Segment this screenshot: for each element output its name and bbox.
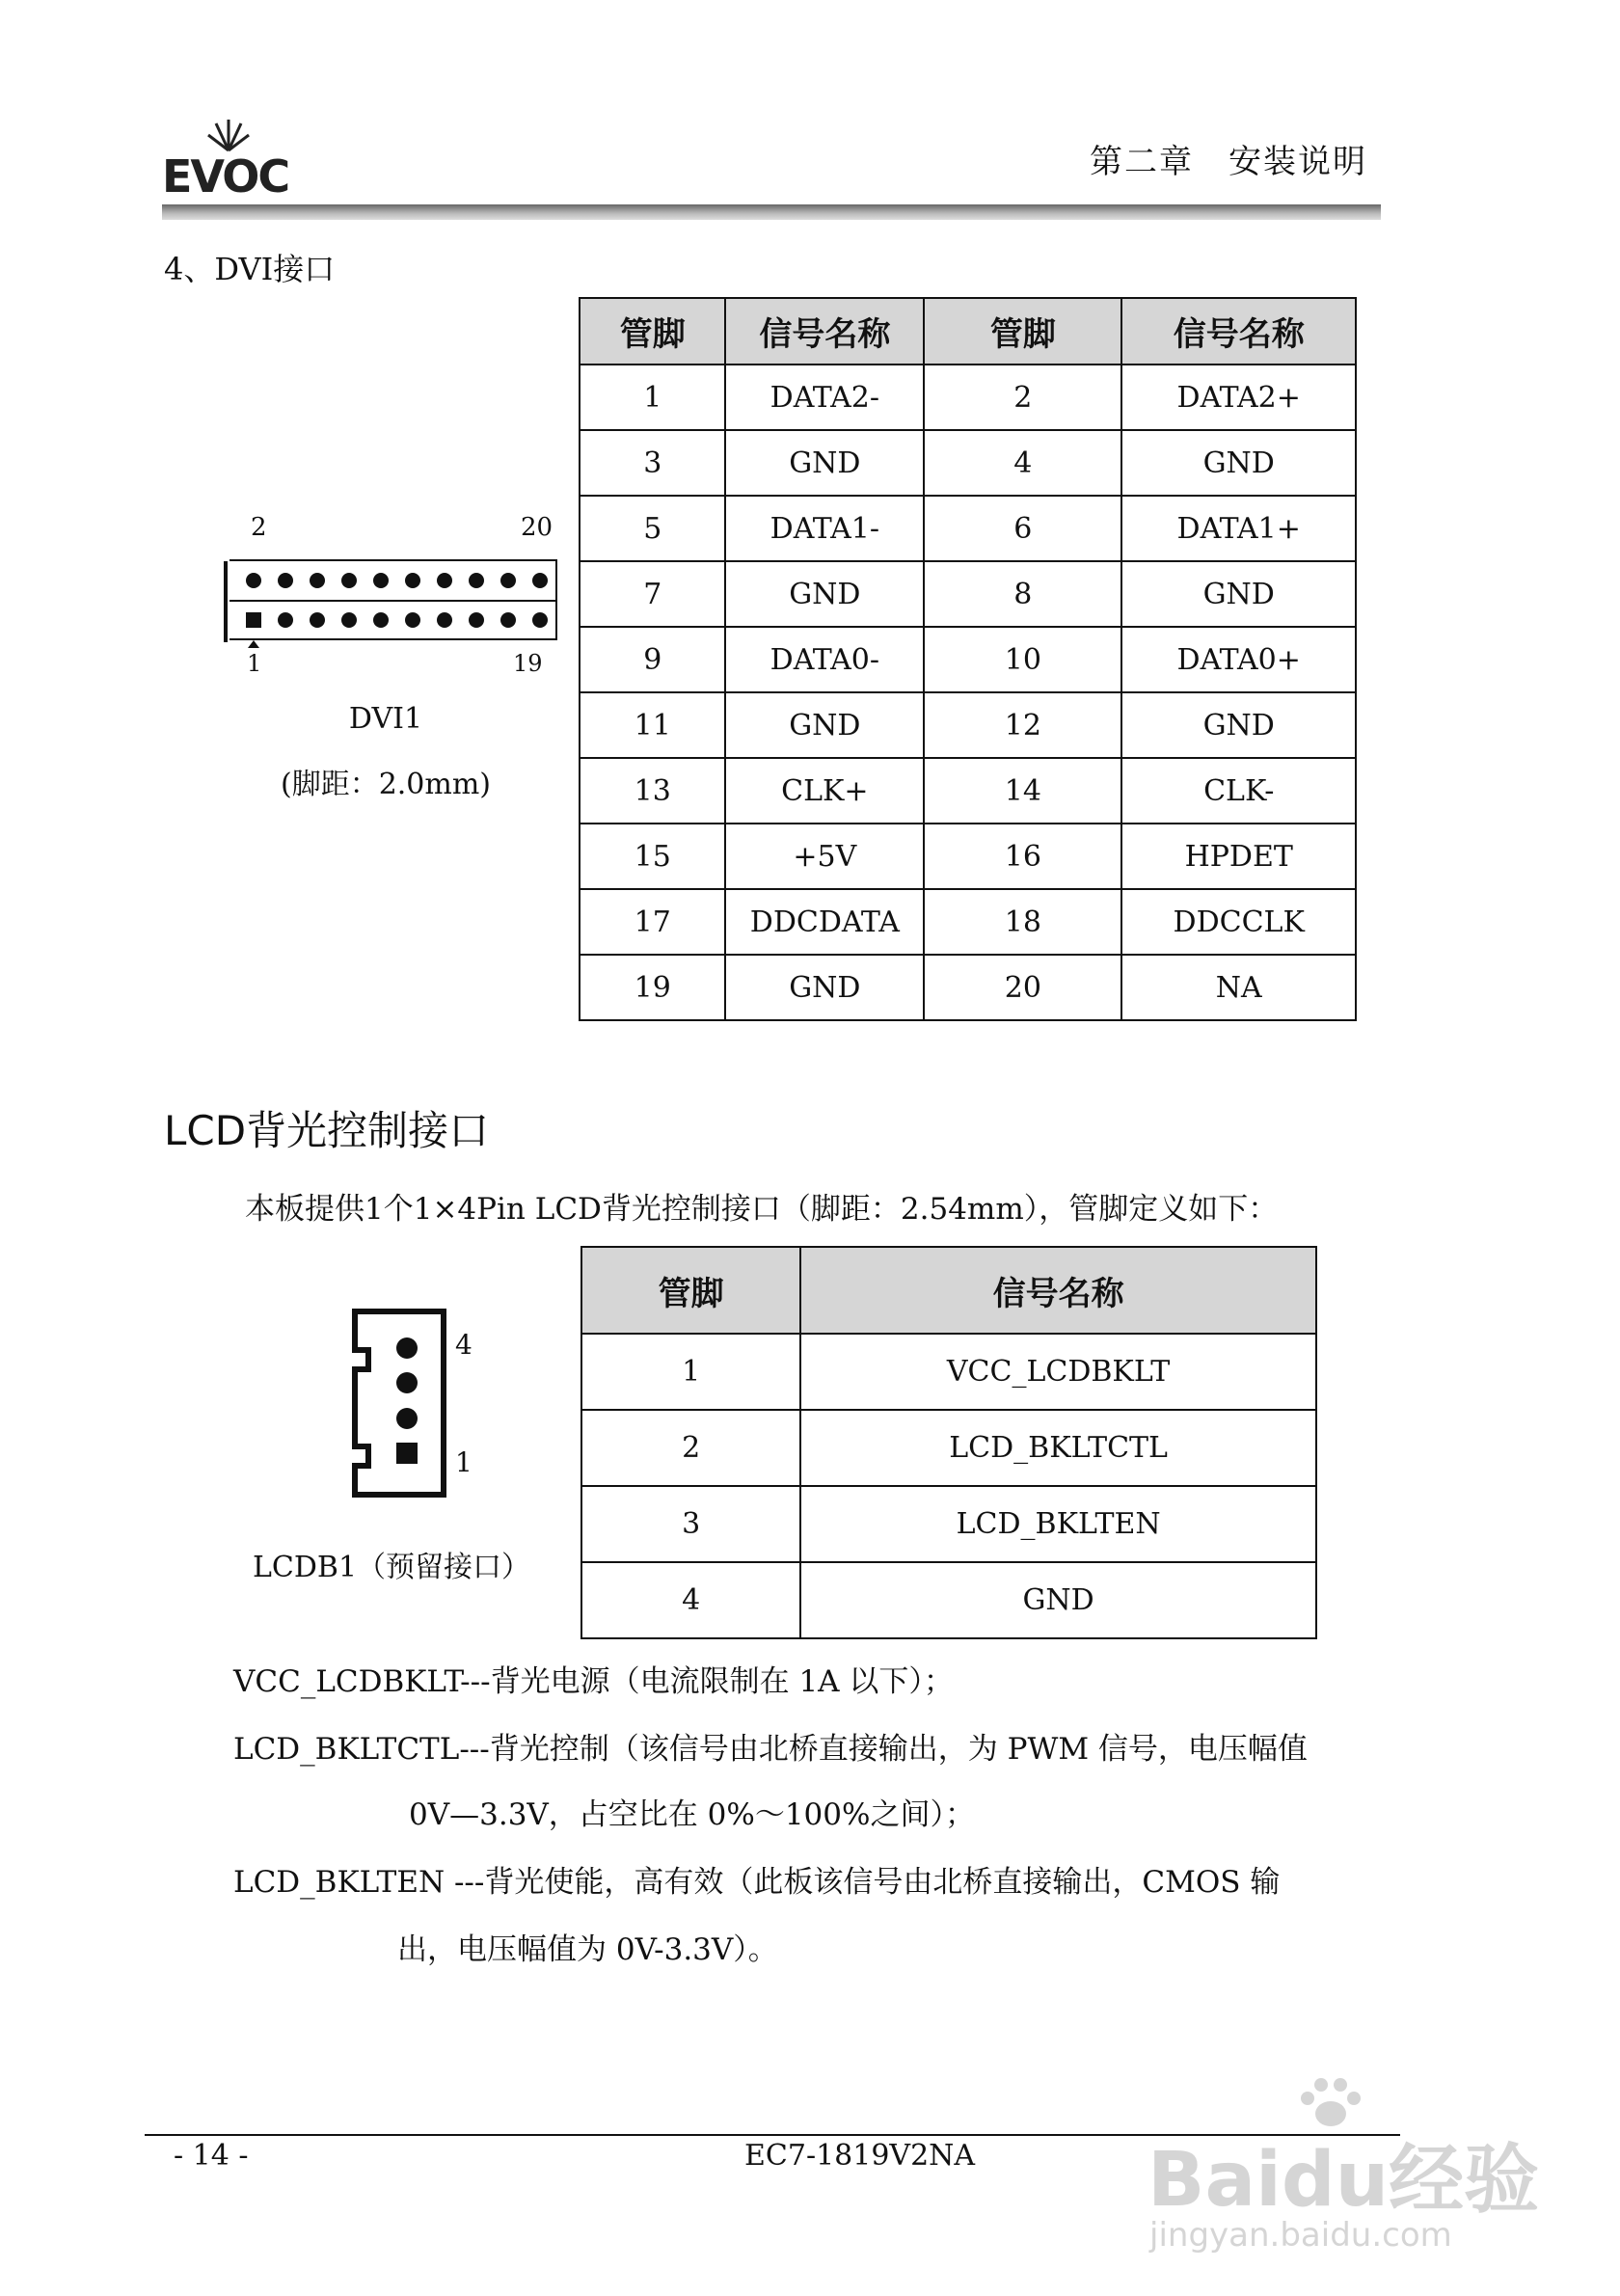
signal-name: CLK+ bbox=[725, 758, 924, 824]
table-row bbox=[580, 955, 1356, 1020]
signal-name: GND bbox=[1121, 692, 1356, 758]
note-lcd-bkltctl-cont: 0V—3.3V，占空比在 0%～100%之间）； bbox=[409, 1797, 975, 1832]
table-row bbox=[580, 824, 1356, 889]
pin-number: 5 bbox=[580, 496, 725, 561]
page-number: - 14 - bbox=[174, 2139, 249, 2173]
signal-name: NA bbox=[1121, 955, 1356, 1020]
signal-name: DATA1- bbox=[725, 496, 924, 561]
signal-name: VCC_LCDBKLT bbox=[800, 1334, 1316, 1410]
pin-number: 8 bbox=[924, 561, 1121, 627]
dvi-connector-diagram bbox=[212, 511, 559, 685]
header-signal: 信号名称 bbox=[800, 1247, 1316, 1334]
dvi-pin-table bbox=[579, 297, 1357, 1021]
watermark-url: jingyan.baidu.com bbox=[1149, 2216, 1452, 2255]
signal-name: LCD_BKLTCTL bbox=[800, 1410, 1316, 1486]
header-rule bbox=[162, 204, 1381, 220]
pin-number: 3 bbox=[581, 1486, 800, 1562]
dvi-connector-name: DVI1 bbox=[348, 702, 423, 736]
watermark-brand: Baidu经验 bbox=[1148, 2137, 1540, 2224]
signal-name: +5V bbox=[725, 824, 924, 889]
table-row bbox=[580, 889, 1356, 955]
dvi-label-pin2: 2 bbox=[251, 513, 267, 542]
pin-number: 1 bbox=[580, 365, 725, 430]
lcd-table-header bbox=[581, 1247, 1316, 1334]
table-row bbox=[581, 1410, 1316, 1486]
dvi-table-header bbox=[580, 298, 1356, 365]
lcd-section-title: LCD背光控制接口 bbox=[164, 1107, 490, 1154]
chapter-title: 第二章 安装说明 bbox=[1090, 143, 1367, 181]
lcd-connector-name: LCDB1（预留接口） bbox=[253, 1551, 531, 1584]
pin-number: 16 bbox=[924, 824, 1121, 889]
dvi-label-pin20: 20 bbox=[521, 513, 554, 542]
table-row bbox=[581, 1486, 1316, 1562]
dvi-label-pin19: 19 bbox=[513, 650, 543, 677]
header-signal: 信号名称 bbox=[725, 298, 924, 365]
evoc-logo bbox=[162, 108, 289, 203]
baidu-watermark bbox=[1148, 2073, 1552, 2266]
table-row bbox=[581, 1562, 1316, 1638]
lcd-label-pin1: 1 bbox=[455, 1446, 472, 1478]
dvi-section-title: 4、DVI接口 bbox=[164, 251, 336, 287]
pin-number: 17 bbox=[580, 889, 725, 955]
table-row bbox=[580, 561, 1356, 627]
signal-name: HPDET bbox=[1121, 824, 1356, 889]
pin-number: 6 bbox=[924, 496, 1121, 561]
signal-name: GND bbox=[1121, 561, 1356, 627]
note-lcd-bklten: LCD_BKLTEN ---背光使能，高有效（此板该信号由北桥直接输出，CMOS 输 bbox=[233, 1865, 1281, 1900]
logo-text: EVOC bbox=[162, 150, 289, 203]
signal-name: GND bbox=[725, 692, 924, 758]
table-row bbox=[580, 365, 1356, 430]
signal-name: DATA1+ bbox=[1121, 496, 1356, 561]
pin-number: 4 bbox=[581, 1562, 800, 1638]
pin-number: 12 bbox=[924, 692, 1121, 758]
header-signal: 信号名称 bbox=[1121, 298, 1356, 365]
signal-name: DATA2- bbox=[725, 365, 924, 430]
pin-number: 9 bbox=[580, 627, 725, 692]
logo-star-icon bbox=[206, 114, 251, 152]
pin-number: 3 bbox=[580, 430, 725, 496]
signal-name: GND bbox=[725, 561, 924, 627]
table-row bbox=[580, 496, 1356, 561]
note-lcd-bklten-cont: 出，电压幅值为 0V-3.3V）。 bbox=[397, 1932, 778, 1967]
header-pin: 管脚 bbox=[581, 1247, 800, 1334]
signal-name: DDCCLK bbox=[1121, 889, 1356, 955]
table-row bbox=[580, 430, 1356, 496]
lcd-pin-table bbox=[580, 1246, 1317, 1639]
pin-number: 10 bbox=[924, 627, 1121, 692]
pin-number: 7 bbox=[580, 561, 725, 627]
signal-name: DATA2+ bbox=[1121, 365, 1356, 430]
note-vcc-lcdbklt: VCC_LCDBKLT---背光电源（电流限制在 1A 以下）； bbox=[233, 1664, 954, 1699]
pin-number: 14 bbox=[924, 758, 1121, 824]
signal-name: GND bbox=[800, 1562, 1316, 1638]
header-pin: 管脚 bbox=[924, 298, 1121, 365]
pin-number: 1 bbox=[581, 1334, 800, 1410]
dvi-pitch-note: (脚距：2.0mm) bbox=[280, 768, 491, 801]
dvi-header-pins bbox=[212, 557, 559, 648]
pin-number: 20 bbox=[924, 955, 1121, 1020]
signal-name: DDCDATA bbox=[725, 889, 924, 955]
table-row bbox=[580, 627, 1356, 692]
pin-number: 2 bbox=[581, 1410, 800, 1486]
signal-name: GND bbox=[725, 430, 924, 496]
signal-name: DATA0+ bbox=[1121, 627, 1356, 692]
pin-number: 19 bbox=[580, 955, 725, 1020]
pin-number: 2 bbox=[924, 365, 1121, 430]
table-row bbox=[581, 1334, 1316, 1410]
table-row bbox=[580, 692, 1356, 758]
signal-name: CLK- bbox=[1121, 758, 1356, 824]
lcd-connector-diagram bbox=[347, 1302, 492, 1514]
lcd-intro-text: 本板提供1个1×4Pin LCD背光控制接口（脚距：2.54mm），管脚定义如下： bbox=[245, 1192, 1279, 1227]
model-number: EC7-1819V2NA bbox=[744, 2139, 976, 2173]
signal-name: GND bbox=[725, 955, 924, 1020]
pin-number: 4 bbox=[924, 430, 1121, 496]
header-pin: 管脚 bbox=[580, 298, 725, 365]
pin-number: 18 bbox=[924, 889, 1121, 955]
pin-number: 13 bbox=[580, 758, 725, 824]
signal-name: LCD_BKLTEN bbox=[800, 1486, 1316, 1562]
table-row bbox=[580, 758, 1356, 824]
pin-number: 15 bbox=[580, 824, 725, 889]
dvi-label-pin1: 1 bbox=[247, 650, 262, 677]
note-lcd-bkltctl: LCD_BKLTCTL---背光控制（该信号由北桥直接输出，为 PWM 信号，电压幅值 bbox=[233, 1732, 1308, 1767]
lcd-label-pin4: 4 bbox=[455, 1329, 472, 1361]
signal-name: DATA0- bbox=[725, 627, 924, 692]
signal-name: GND bbox=[1121, 430, 1356, 496]
pin-number: 11 bbox=[580, 692, 725, 758]
lcd-header-pins bbox=[347, 1302, 453, 1504]
